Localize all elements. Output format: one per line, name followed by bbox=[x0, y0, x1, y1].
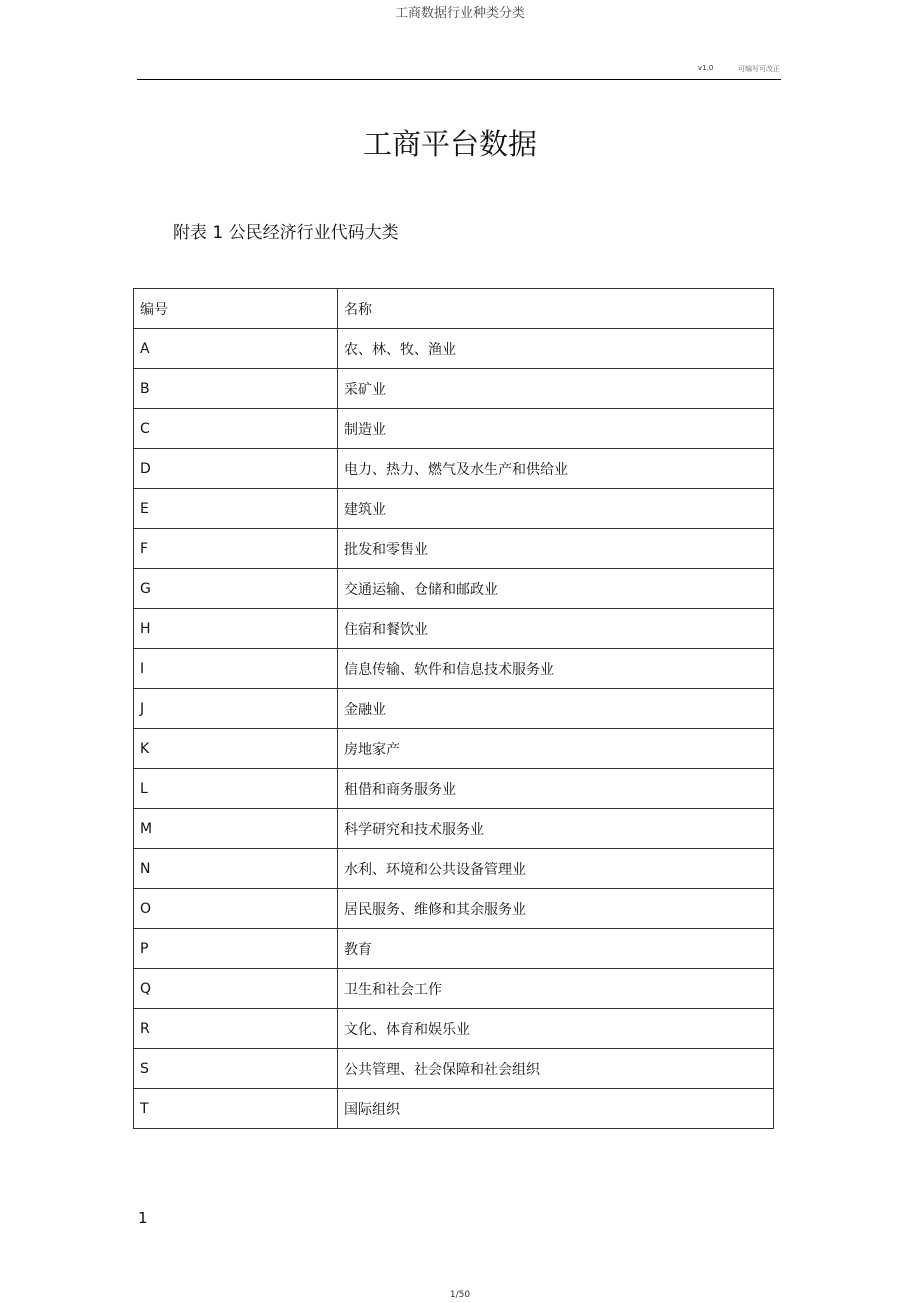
table-row bbox=[134, 449, 774, 489]
table-row bbox=[134, 689, 774, 729]
page-number: 1 bbox=[138, 1209, 148, 1227]
industry-name: 金融业 bbox=[338, 689, 774, 729]
industry-code: H bbox=[134, 609, 338, 649]
industry-code: P bbox=[134, 929, 338, 969]
table-row bbox=[134, 969, 774, 1009]
table-row bbox=[134, 929, 774, 969]
industry-name: 教育 bbox=[338, 929, 774, 969]
industry-name: 公共管理、社会保障和社会组织 bbox=[338, 1049, 774, 1089]
industry-name: 建筑业 bbox=[338, 489, 774, 529]
industry-code: I bbox=[134, 649, 338, 689]
industry-name: 水利、环境和公共设备管理业 bbox=[338, 849, 774, 889]
table-header-row bbox=[134, 289, 774, 329]
industry-code: Q bbox=[134, 969, 338, 1009]
industry-name: 住宿和餐饮业 bbox=[338, 609, 774, 649]
table-row bbox=[134, 489, 774, 529]
table-row bbox=[134, 809, 774, 849]
industry-code: D bbox=[134, 449, 338, 489]
industry-name: 信息传输、软件和信息技术服务业 bbox=[338, 649, 774, 689]
table-row bbox=[134, 889, 774, 929]
table-row bbox=[134, 769, 774, 809]
industry-name: 国际组织 bbox=[338, 1089, 774, 1129]
industry-name: 房地家产 bbox=[338, 729, 774, 769]
industry-code: N bbox=[134, 849, 338, 889]
industry-code: L bbox=[134, 769, 338, 809]
header-name: 名称 bbox=[338, 289, 774, 329]
industry-code: K bbox=[134, 729, 338, 769]
table-row bbox=[134, 329, 774, 369]
industry-name: 文化、体育和娱乐业 bbox=[338, 1009, 774, 1049]
table-row bbox=[134, 409, 774, 449]
industry-name: 卫生和社会工作 bbox=[338, 969, 774, 1009]
industry-name: 制造业 bbox=[338, 409, 774, 449]
header-rule bbox=[137, 79, 781, 80]
header-code: 编号 bbox=[134, 289, 338, 329]
table-row bbox=[134, 1089, 774, 1129]
industry-code: O bbox=[134, 889, 338, 929]
industry-name: 科学研究和技术服务业 bbox=[338, 809, 774, 849]
table-row bbox=[134, 609, 774, 649]
page-title: 工商平台数据 bbox=[362, 127, 537, 161]
industry-code: T bbox=[134, 1089, 338, 1129]
industry-code: F bbox=[134, 529, 338, 569]
table-row bbox=[134, 569, 774, 609]
industry-name: 农、林、牧、渔业 bbox=[338, 329, 774, 369]
industry-code: S bbox=[134, 1049, 338, 1089]
industry-name: 电力、热力、燃气及水生产和供给业 bbox=[338, 449, 774, 489]
table-row bbox=[134, 369, 774, 409]
industry-code: J bbox=[134, 689, 338, 729]
industry-code: M bbox=[134, 809, 338, 849]
industry-name: 居民服务、维修和其余服务业 bbox=[338, 889, 774, 929]
industry-name: 交通运输、仓储和邮政业 bbox=[338, 569, 774, 609]
industry-code: E bbox=[134, 489, 338, 529]
industry-name: 批发和零售业 bbox=[338, 529, 774, 569]
page-footer: 1/50 bbox=[449, 1290, 471, 1300]
table-row bbox=[134, 1049, 774, 1089]
industry-code: C bbox=[134, 409, 338, 449]
table-caption: 附表 1 公民经济行业代码大类 bbox=[173, 223, 399, 243]
running-header-title: 工商数据行业种类分类 bbox=[394, 6, 525, 21]
edit-note: 可编写可改正 bbox=[738, 65, 780, 73]
table-row bbox=[134, 649, 774, 689]
industry-code: G bbox=[134, 569, 338, 609]
table-row bbox=[134, 529, 774, 569]
table-row bbox=[134, 849, 774, 889]
table-row bbox=[134, 729, 774, 769]
table-row bbox=[134, 1009, 774, 1049]
industry-code: B bbox=[134, 369, 338, 409]
industry-code: A bbox=[134, 329, 338, 369]
version-label: v1.0 bbox=[698, 64, 714, 72]
industry-name: 租借和商务服务业 bbox=[338, 769, 774, 809]
industry-code: R bbox=[134, 1009, 338, 1049]
industry-name: 采矿业 bbox=[338, 369, 774, 409]
industry-code-table bbox=[133, 288, 774, 1129]
